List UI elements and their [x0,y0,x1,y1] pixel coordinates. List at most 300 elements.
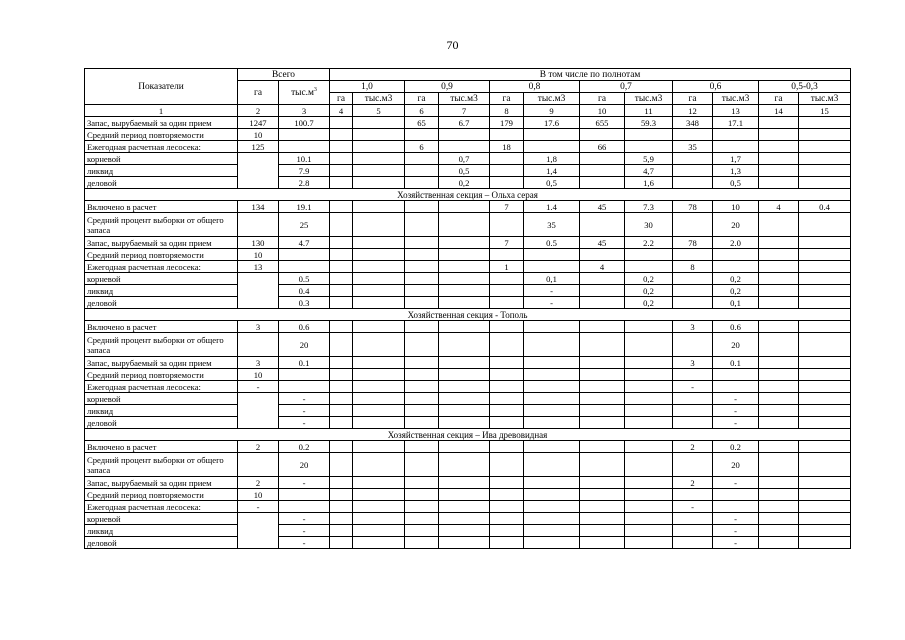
table-cell [279,129,330,141]
table-cell [405,213,439,237]
table-cell [799,405,851,417]
table-cell [490,453,524,477]
table-cell [405,405,439,417]
table-cell [799,261,851,273]
row-label: Средний процент выборки от общего запаса [85,333,238,357]
table-cell [799,525,851,537]
table-cell: 7 [490,201,524,213]
table-cell [759,117,799,129]
table-cell [713,249,759,261]
table-cell [759,381,799,393]
table-cell [799,513,851,525]
table-cell [330,489,353,501]
table-cell [673,177,713,189]
table-cell [330,441,353,453]
table-cell [238,213,279,237]
table-cell [799,177,851,189]
table-cell [625,357,673,369]
table-cell [490,393,524,405]
table-row [85,285,851,297]
table-cell [439,285,490,297]
table-cell [759,537,799,549]
table-cell [799,165,851,177]
section-row [85,309,851,321]
table-cell [439,417,490,429]
table-cell [673,297,713,309]
table-cell: 1,6 [625,177,673,189]
table-cell: 45 [580,201,625,213]
table-cell [713,489,759,501]
table-cell [759,453,799,477]
table-cell [580,405,625,417]
table-cell: 2 [673,477,713,489]
table-cell [673,393,713,405]
table-cell: 655 [580,117,625,129]
table-cell [625,333,673,357]
table-cell: 0.2 [279,441,330,453]
table-cell [405,513,439,525]
table-cell [490,525,524,537]
table-cell [405,201,439,213]
table-cell: 45 [580,237,625,249]
table-cell: 134 [238,201,279,213]
table-cell [580,453,625,477]
table-cell: 20 [713,213,759,237]
table-cell [673,489,713,501]
table-cell [524,381,580,393]
table-cell: - [713,477,759,489]
table-cell [759,141,799,153]
table-cell [625,393,673,405]
table-cell [799,129,851,141]
table-cell [759,393,799,405]
section-title: Хозяйственная секция - Тополь [85,309,851,321]
table-cell [580,249,625,261]
table-cell: 348 [673,117,713,129]
row-label: Средний период повторяемости [85,369,238,381]
table-cell [625,453,673,477]
table-cell: 1,7 [713,153,759,165]
table-cell: 2.8 [279,177,330,189]
unit-ha-header: га [580,93,625,105]
table-cell: 10 [238,369,279,381]
table-cell [490,477,524,489]
table-row [85,321,851,333]
row-label: Ежегодная расчетная лесосека: [85,501,238,513]
table-cell [799,477,851,489]
table-cell [524,129,580,141]
table-cell [330,261,353,273]
table-row [85,153,851,165]
table-cell: 78 [673,237,713,249]
table-cell: - [279,537,330,549]
table-row [85,381,851,393]
table-cell [330,117,353,129]
table-cell: 179 [490,117,524,129]
table-cell [405,477,439,489]
table-cell [490,369,524,381]
table-cell [330,357,353,369]
table-cell [405,249,439,261]
table-cell [713,381,759,393]
table-cell [405,321,439,333]
table-cell: 6.7 [439,117,490,129]
table-row [85,249,851,261]
table-cell: 3 [238,357,279,369]
table-cell [580,297,625,309]
table-header [85,69,851,117]
table-cell [759,261,799,273]
table-cell [524,141,580,153]
table-cell [439,525,490,537]
page-number: 70 [446,38,459,52]
table-cell [490,285,524,297]
table-cell [580,213,625,237]
table-cell: 0,5 [713,177,759,189]
table-cell: 17.6 [524,117,580,129]
table-cell [353,333,405,357]
table-cell [524,441,580,453]
table-cell [625,369,673,381]
table-cell [330,141,353,153]
table-cell [799,321,851,333]
table-cell [439,501,490,513]
table-cell [759,273,799,285]
table-cell [439,357,490,369]
table-cell [625,537,673,549]
table-row [85,477,851,489]
table-cell [759,441,799,453]
table-cell [625,141,673,153]
row-label: деловой [85,417,238,429]
table-cell [330,153,353,165]
table-cell: 13 [238,261,279,273]
row-label: корневой [85,393,238,405]
table-cell [353,513,405,525]
section-title: Хозяйственная секция – Ива древовидная [85,429,851,441]
table-cell [713,501,759,513]
table-cell [625,381,673,393]
table-cell: 1,4 [524,165,580,177]
table-cell [330,321,353,333]
table-cell [524,333,580,357]
density-header: 0,5-0,3 [759,81,851,93]
table-row [85,177,851,189]
table-cell [580,273,625,285]
column-number: 5 [353,105,405,117]
table-cell: 0.5 [279,273,330,285]
table-cell: 2.0 [713,237,759,249]
table-cell [580,441,625,453]
table-cell [713,141,759,153]
table-cell: - [673,381,713,393]
table-row [85,369,851,381]
table-cell [405,261,439,273]
table-cell [759,129,799,141]
table-cell [353,537,405,549]
table-cell: 1 [490,261,524,273]
table-cell [673,213,713,237]
row-label: Средний период повторяемости [85,489,238,501]
merged-ha-cell [238,153,279,189]
table-cell [799,141,851,153]
table-cell [353,501,405,513]
table-cell [524,405,580,417]
row-label: Включено в расчет [85,441,238,453]
table-cell [439,513,490,525]
row-label: Средний период повторяемости [85,249,238,261]
table-cell [580,525,625,537]
table-cell [439,141,490,153]
table-cell [330,525,353,537]
table-cell: 0,5 [524,177,580,189]
table-cell: - [713,525,759,537]
table-cell: - [279,477,330,489]
table-cell [330,405,353,417]
unit-ha-header: га [330,93,353,105]
table-cell [353,201,405,213]
table-cell: 0.1 [713,357,759,369]
column-number: 7 [439,105,490,117]
table-cell [353,369,405,381]
table-cell [759,333,799,357]
unit-volume-header: тыс.м3 [799,93,851,105]
table-cell [405,285,439,297]
table-cell [673,165,713,177]
table-cell [759,513,799,525]
table-cell: 130 [238,237,279,249]
table-row [85,165,851,177]
table-row [85,333,851,357]
table-cell [524,453,580,477]
table-row [85,273,851,285]
table-cell [405,525,439,537]
table-cell: 59.3 [625,117,673,129]
table-cell [673,285,713,297]
table-cell [625,261,673,273]
table-cell [330,501,353,513]
table-cell [330,201,353,213]
table-cell [673,273,713,285]
table-cell [439,129,490,141]
table-cell: 18 [490,141,524,153]
table-cell [405,453,439,477]
table-cell [405,489,439,501]
table-cell [330,249,353,261]
table-cell [673,525,713,537]
table-cell: 2.2 [625,237,673,249]
table-row [85,453,851,477]
table-cell [353,489,405,501]
table-cell [673,153,713,165]
table-cell: 7.3 [625,201,673,213]
table-cell [759,525,799,537]
table-cell [625,501,673,513]
table-cell [759,405,799,417]
table-cell [799,489,851,501]
table-cell [353,393,405,405]
table-cell: - [279,513,330,525]
table-cell [759,213,799,237]
row-label: Ежегодная расчетная лесосека: [85,261,238,273]
table-cell [405,537,439,549]
table-cell: 0,1 [524,273,580,285]
table-cell [580,285,625,297]
table-cell [799,381,851,393]
table-cell [625,489,673,501]
table-cell [405,393,439,405]
table-cell [580,321,625,333]
section-row [85,429,851,441]
table-cell: 2 [673,441,713,453]
table-cell: 1.4 [524,201,580,213]
table-cell: 4.7 [279,237,330,249]
density-header: 1,0 [330,81,405,93]
table-cell: 7.9 [279,165,330,177]
table-row [85,525,851,537]
table-cell [490,213,524,237]
table-cell [759,501,799,513]
table-cell [625,405,673,417]
table-row [85,417,851,429]
table-cell: 4,7 [625,165,673,177]
row-label: ликвид [85,525,238,537]
table-cell [759,177,799,189]
table-cell [625,525,673,537]
column-number: 12 [673,105,713,117]
table-body [85,117,851,549]
table-cell: 5,9 [625,153,673,165]
unit-ha-header: га [759,93,799,105]
table-cell: 0,2 [625,285,673,297]
table-cell [238,333,279,357]
table-row [85,129,851,141]
table-cell [405,441,439,453]
table-cell [439,489,490,501]
table-cell [405,153,439,165]
row-label: Запас, вырубаемый за один прием [85,237,238,249]
table-row [85,393,851,405]
table-cell: 10 [238,129,279,141]
table-cell [580,513,625,525]
table-cell: - [279,525,330,537]
table-cell [330,129,353,141]
table-cell: 0.2 [713,441,759,453]
table-cell [353,357,405,369]
table-cell: 1,3 [713,165,759,177]
table-row [85,237,851,249]
table-cell [799,393,851,405]
table-row [85,537,851,549]
table-cell [353,477,405,489]
table-row [85,213,851,237]
unit-volume-header: тыс.м3 [524,93,580,105]
density-header: 0,9 [405,81,490,93]
table-cell [524,393,580,405]
row-label: ликвид [85,165,238,177]
table-cell: 0,2 [713,285,759,297]
table-row [85,261,851,273]
table-cell: 0,2 [713,273,759,285]
table-cell: 0.4 [799,201,851,213]
table-cell [799,249,851,261]
table-cell: 1247 [238,117,279,129]
table-cell: - [713,417,759,429]
table-cell [759,321,799,333]
table-cell [673,129,713,141]
table-cell: 3 [673,321,713,333]
table-cell: 0.6 [713,321,759,333]
table-cell [759,417,799,429]
column-number: 6 [405,105,439,117]
table-cell [490,273,524,285]
row-label: корневой [85,153,238,165]
density-header: 0,6 [673,81,759,93]
table-cell [439,321,490,333]
total-header: Всего [238,69,330,81]
table-cell [330,285,353,297]
table-cell [279,369,330,381]
by-density-header: В том числе по полнотам [330,69,851,81]
table-cell [625,129,673,141]
table-cell [330,165,353,177]
table-cell [673,405,713,417]
table-cell [439,477,490,489]
column-number: 8 [490,105,524,117]
table-cell [625,321,673,333]
table-cell [673,417,713,429]
table-cell [405,501,439,513]
table-cell: 4 [580,261,625,273]
table-cell [279,249,330,261]
table-cell [799,537,851,549]
table-cell: - [713,513,759,525]
table-cell [353,141,405,153]
table-cell [405,177,439,189]
table-cell [405,333,439,357]
table-cell [673,513,713,525]
table-cell [353,237,405,249]
row-label: корневой [85,513,238,525]
table-cell [524,501,580,513]
table-cell [524,525,580,537]
table-cell [799,369,851,381]
column-number: 13 [713,105,759,117]
table-cell [439,537,490,549]
table-cell [580,177,625,189]
table-cell: 7 [490,237,524,249]
table-cell [330,273,353,285]
table-cell: 0,7 [439,153,490,165]
table-cell [490,177,524,189]
table-cell [524,489,580,501]
table-cell [580,357,625,369]
table-cell: - [524,297,580,309]
table-cell [405,129,439,141]
table-cell [330,297,353,309]
table-cell: 2 [238,441,279,453]
table-cell [673,333,713,357]
table-cell [353,417,405,429]
row-label: Средний процент выборки от общего запаса [85,453,238,477]
table-cell: - [524,285,580,297]
table-cell: 17.1 [713,117,759,129]
cutting-area-table [84,68,851,549]
table-cell [405,357,439,369]
table-cell: 0.5 [524,237,580,249]
table-cell [524,417,580,429]
column-number: 10 [580,105,625,117]
